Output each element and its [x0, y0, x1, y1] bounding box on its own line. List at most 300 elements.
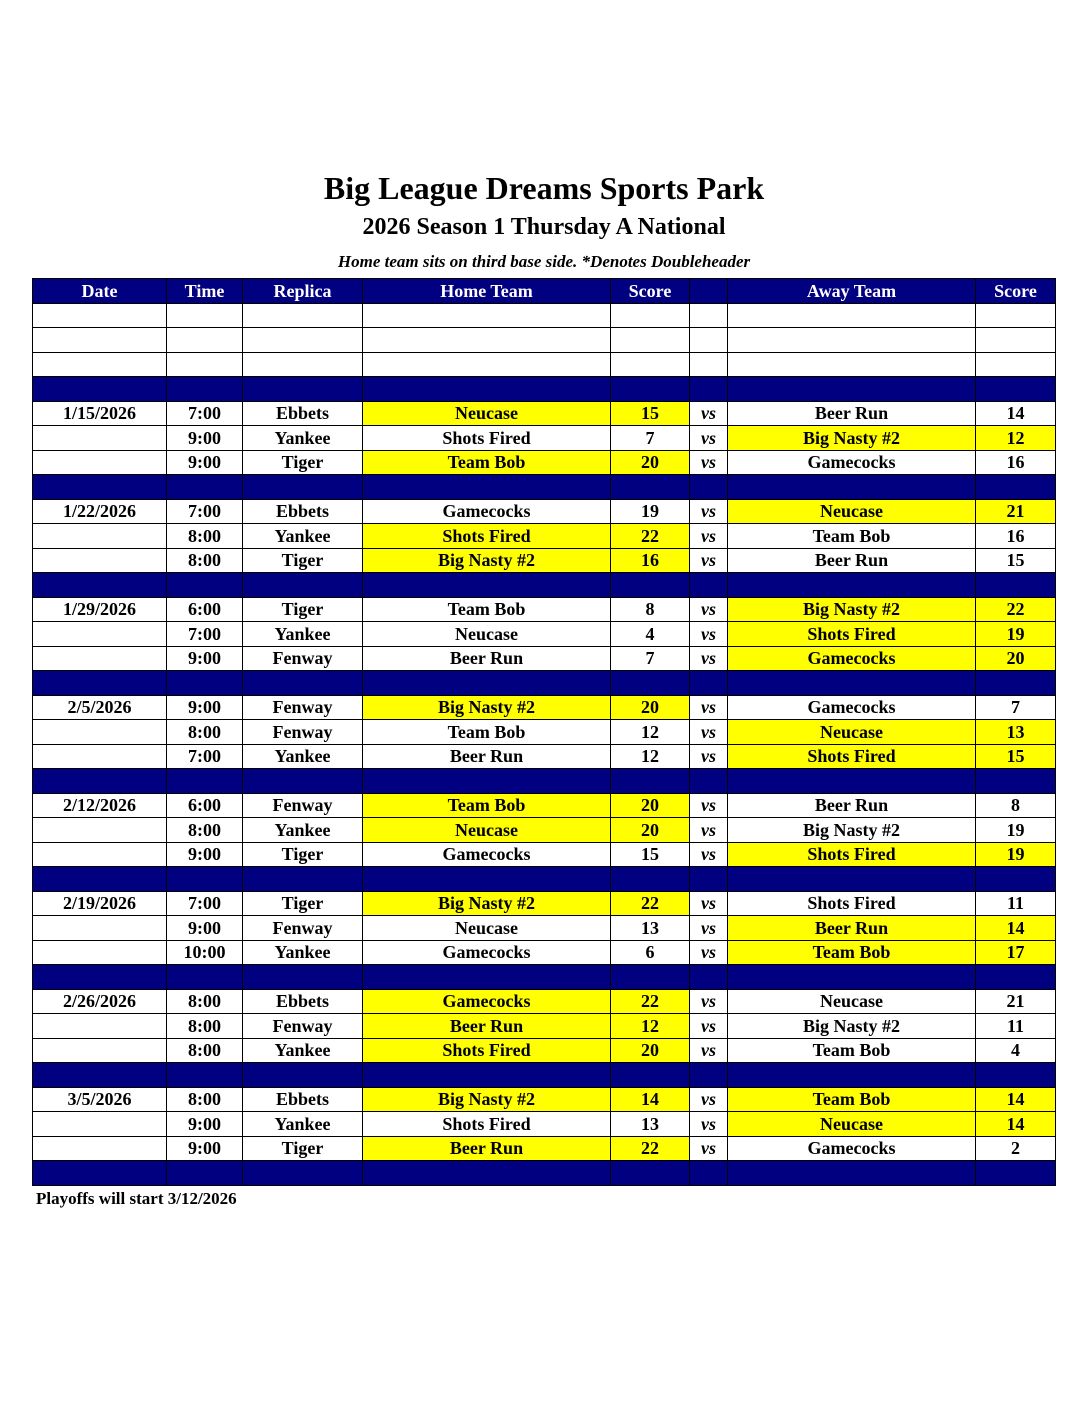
empty-cell: [728, 303, 976, 328]
empty-cell: [728, 328, 976, 353]
home-team: Shots Fired: [363, 426, 611, 451]
game-row: [33, 916, 1056, 941]
game-row: [33, 695, 1056, 720]
empty-cell: [611, 671, 690, 696]
vs-label: vs: [690, 1112, 728, 1137]
empty-cell: [728, 769, 976, 794]
away-score: 16: [976, 524, 1056, 549]
empty-cell: [728, 573, 976, 598]
away-team: Beer Run: [728, 793, 976, 818]
blank-row: [33, 303, 1056, 328]
blank-row: [33, 328, 1056, 353]
game-row: [33, 720, 1056, 745]
empty-cell: [690, 867, 728, 892]
empty-cell: [363, 671, 611, 696]
empty-cell: [243, 352, 363, 377]
empty-cell: [690, 303, 728, 328]
game-time: 9:00: [167, 916, 243, 941]
vs-label: vs: [690, 597, 728, 622]
away-team: Neucase: [728, 989, 976, 1014]
empty-cell: [363, 352, 611, 377]
empty-cell: [363, 573, 611, 598]
home-team: Beer Run: [363, 744, 611, 769]
home-score: 20: [611, 450, 690, 475]
empty-cell: [33, 1112, 167, 1137]
away-score: 14: [976, 1087, 1056, 1112]
vs-label: vs: [690, 793, 728, 818]
away-team: Beer Run: [728, 401, 976, 426]
empty-cell: [976, 377, 1056, 402]
vs-label: vs: [690, 940, 728, 965]
home-score: 14: [611, 1087, 690, 1112]
empty-cell: [243, 867, 363, 892]
vs-label: vs: [690, 1136, 728, 1161]
empty-cell: [167, 965, 243, 990]
away-team: Gamecocks: [728, 450, 976, 475]
away-score: 19: [976, 622, 1056, 647]
home-score: 12: [611, 744, 690, 769]
empty-cell: [33, 303, 167, 328]
game-time: 6:00: [167, 793, 243, 818]
game-time: 6:00: [167, 597, 243, 622]
game-time: 9:00: [167, 426, 243, 451]
empty-cell: [611, 377, 690, 402]
empty-cell: [33, 1014, 167, 1039]
game-row: [33, 842, 1056, 867]
away-score: 19: [976, 818, 1056, 843]
game-date: 1/15/2026: [33, 401, 167, 426]
empty-cell: [728, 475, 976, 500]
game-replica: Fenway: [243, 720, 363, 745]
empty-cell: [611, 867, 690, 892]
game-row: [33, 793, 1056, 818]
away-team: Shots Fired: [728, 744, 976, 769]
away-score: 14: [976, 916, 1056, 941]
empty-cell: [243, 671, 363, 696]
away-score: 14: [976, 1112, 1056, 1137]
home-score: 16: [611, 548, 690, 573]
vs-label: vs: [690, 548, 728, 573]
away-team: Gamecocks: [728, 646, 976, 671]
away-team: Team Bob: [728, 524, 976, 549]
game-replica: Yankee: [243, 818, 363, 843]
game-time: 8:00: [167, 1014, 243, 1039]
empty-cell: [976, 303, 1056, 328]
table-header-row: [33, 279, 1056, 304]
empty-cell: [33, 646, 167, 671]
col-time: Time: [167, 279, 243, 304]
away-score: 21: [976, 989, 1056, 1014]
game-replica: Tiger: [243, 1136, 363, 1161]
col-away-team: Away Team: [728, 279, 976, 304]
home-team: Big Nasty #2: [363, 695, 611, 720]
vs-label: vs: [690, 1014, 728, 1039]
home-score: 22: [611, 524, 690, 549]
col-date: Date: [33, 279, 167, 304]
week-separator: [33, 965, 1056, 990]
empty-cell: [363, 769, 611, 794]
empty-cell: [611, 303, 690, 328]
empty-cell: [33, 965, 167, 990]
empty-cell: [728, 352, 976, 377]
empty-cell: [690, 328, 728, 353]
away-team: Big Nasty #2: [728, 426, 976, 451]
away-team: Big Nasty #2: [728, 597, 976, 622]
week-separator: [33, 573, 1056, 598]
game-replica: Fenway: [243, 793, 363, 818]
away-team: Gamecocks: [728, 695, 976, 720]
game-time: 9:00: [167, 1112, 243, 1137]
week-separator: [33, 867, 1056, 892]
away-team: Neucase: [728, 499, 976, 524]
home-score: 8: [611, 597, 690, 622]
vs-label: vs: [690, 450, 728, 475]
vs-label: vs: [690, 1087, 728, 1112]
game-replica: Ebbets: [243, 1087, 363, 1112]
away-team: Team Bob: [728, 940, 976, 965]
home-score: 13: [611, 1112, 690, 1137]
game-row: [33, 1112, 1056, 1137]
game-time: 7:00: [167, 622, 243, 647]
empty-cell: [611, 769, 690, 794]
empty-cell: [243, 769, 363, 794]
game-time: 9:00: [167, 450, 243, 475]
game-time: 8:00: [167, 818, 243, 843]
vs-label: vs: [690, 695, 728, 720]
empty-cell: [243, 1161, 363, 1186]
week-separator: [33, 1063, 1056, 1088]
vs-label: vs: [690, 1038, 728, 1063]
game-row: [33, 1014, 1056, 1039]
away-score: 20: [976, 646, 1056, 671]
game-time: 10:00: [167, 940, 243, 965]
empty-cell: [728, 867, 976, 892]
empty-cell: [167, 475, 243, 500]
game-replica: Tiger: [243, 597, 363, 622]
away-team: Beer Run: [728, 548, 976, 573]
empty-cell: [243, 573, 363, 598]
vs-label: vs: [690, 646, 728, 671]
game-replica: Yankee: [243, 940, 363, 965]
schedule-table: [32, 278, 1056, 1186]
empty-cell: [363, 867, 611, 892]
game-row: [33, 401, 1056, 426]
empty-cell: [728, 671, 976, 696]
empty-cell: [243, 1063, 363, 1088]
game-row: [33, 989, 1056, 1014]
game-row: [33, 1038, 1056, 1063]
home-score: 19: [611, 499, 690, 524]
game-time: 8:00: [167, 548, 243, 573]
away-score: 4: [976, 1038, 1056, 1063]
empty-cell: [33, 352, 167, 377]
empty-cell: [363, 1161, 611, 1186]
game-row: [33, 450, 1056, 475]
empty-cell: [167, 867, 243, 892]
empty-cell: [611, 1161, 690, 1186]
week-separator: [33, 377, 1056, 402]
empty-cell: [690, 1063, 728, 1088]
empty-cell: [33, 671, 167, 696]
away-score: 19: [976, 842, 1056, 867]
home-team: Team Bob: [363, 450, 611, 475]
empty-cell: [33, 450, 167, 475]
away-team: Gamecocks: [728, 1136, 976, 1161]
empty-cell: [363, 965, 611, 990]
empty-cell: [690, 475, 728, 500]
empty-cell: [33, 1063, 167, 1088]
col-away-score: Score: [976, 279, 1056, 304]
game-time: 8:00: [167, 720, 243, 745]
empty-cell: [728, 965, 976, 990]
game-row: [33, 744, 1056, 769]
game-date: 2/12/2026: [33, 793, 167, 818]
empty-cell: [976, 475, 1056, 500]
home-score: 15: [611, 401, 690, 426]
empty-cell: [690, 671, 728, 696]
empty-cell: [33, 720, 167, 745]
away-score: 14: [976, 401, 1056, 426]
vs-label: vs: [690, 499, 728, 524]
empty-cell: [976, 1161, 1056, 1186]
vs-label: vs: [690, 524, 728, 549]
home-score: 15: [611, 842, 690, 867]
week-separator: [33, 769, 1056, 794]
game-replica: Fenway: [243, 916, 363, 941]
schedule-note: Home team sits on third base side. *Denotes Doubleheader: [337, 252, 751, 271]
away-team: Beer Run: [728, 916, 976, 941]
home-team: Team Bob: [363, 720, 611, 745]
home-score: 22: [611, 891, 690, 916]
empty-cell: [976, 352, 1056, 377]
home-score: 20: [611, 818, 690, 843]
game-replica: Yankee: [243, 622, 363, 647]
away-team: Neucase: [728, 1112, 976, 1137]
empty-cell: [33, 573, 167, 598]
game-replica: Ebbets: [243, 989, 363, 1014]
game-row: [33, 548, 1056, 573]
game-time: 7:00: [167, 499, 243, 524]
page-title: Big League Dreams Sports Park: [323, 170, 765, 206]
game-replica: Yankee: [243, 744, 363, 769]
vs-label: vs: [690, 401, 728, 426]
empty-cell: [976, 573, 1056, 598]
away-score: 13: [976, 720, 1056, 745]
home-score: 20: [611, 1038, 690, 1063]
game-replica: Tiger: [243, 842, 363, 867]
empty-cell: [33, 524, 167, 549]
game-replica: Yankee: [243, 1112, 363, 1137]
home-score: 6: [611, 940, 690, 965]
away-score: 15: [976, 744, 1056, 769]
empty-cell: [33, 1161, 167, 1186]
away-team: Big Nasty #2: [728, 818, 976, 843]
game-time: 9:00: [167, 646, 243, 671]
empty-cell: [611, 475, 690, 500]
away-score: 17: [976, 940, 1056, 965]
home-score: 13: [611, 916, 690, 941]
home-team: Beer Run: [363, 646, 611, 671]
empty-cell: [167, 1063, 243, 1088]
vs-label: vs: [690, 842, 728, 867]
home-score: 4: [611, 622, 690, 647]
game-date: 3/5/2026: [33, 1087, 167, 1112]
empty-cell: [33, 940, 167, 965]
col-home-team: Home Team: [363, 279, 611, 304]
away-team: Neucase: [728, 720, 976, 745]
game-row: [33, 818, 1056, 843]
away-score: 11: [976, 891, 1056, 916]
game-time: 8:00: [167, 524, 243, 549]
empty-cell: [33, 548, 167, 573]
empty-cell: [33, 769, 167, 794]
home-team: Gamecocks: [363, 842, 611, 867]
away-score: 16: [976, 450, 1056, 475]
away-team: Team Bob: [728, 1087, 976, 1112]
empty-cell: [611, 573, 690, 598]
away-score: 11: [976, 1014, 1056, 1039]
empty-cell: [976, 769, 1056, 794]
home-team: Big Nasty #2: [363, 891, 611, 916]
empty-cell: [363, 377, 611, 402]
empty-cell: [690, 377, 728, 402]
away-score: 2: [976, 1136, 1056, 1161]
away-score: 15: [976, 548, 1056, 573]
vs-label: vs: [690, 891, 728, 916]
home-team: Gamecocks: [363, 940, 611, 965]
week-separator: [33, 1161, 1056, 1186]
away-team: Team Bob: [728, 1038, 976, 1063]
home-team: Big Nasty #2: [363, 1087, 611, 1112]
away-team: Shots Fired: [728, 842, 976, 867]
game-replica: Fenway: [243, 646, 363, 671]
away-team: Shots Fired: [728, 622, 976, 647]
empty-cell: [33, 426, 167, 451]
empty-cell: [167, 671, 243, 696]
week-separator: [33, 475, 1056, 500]
game-replica: Yankee: [243, 1038, 363, 1063]
empty-cell: [33, 622, 167, 647]
game-time: 8:00: [167, 989, 243, 1014]
home-team: Neucase: [363, 818, 611, 843]
col-replica: Replica: [243, 279, 363, 304]
game-row: [33, 524, 1056, 549]
vs-label: vs: [690, 916, 728, 941]
away-score: 7: [976, 695, 1056, 720]
game-row: [33, 1087, 1056, 1112]
game-time: 7:00: [167, 744, 243, 769]
empty-cell: [243, 475, 363, 500]
empty-cell: [363, 328, 611, 353]
playoffs-note: Playoffs will start 3/12/2026: [36, 1189, 237, 1208]
vs-label: vs: [690, 744, 728, 769]
empty-cell: [243, 377, 363, 402]
game-time: 7:00: [167, 401, 243, 426]
schedule-body: [33, 303, 1056, 1185]
game-row: [33, 499, 1056, 524]
game-replica: Tiger: [243, 548, 363, 573]
week-separator: [33, 671, 1056, 696]
empty-cell: [728, 1063, 976, 1088]
home-team: Beer Run: [363, 1136, 611, 1161]
vs-label: vs: [690, 818, 728, 843]
home-score: 7: [611, 646, 690, 671]
game-date: 2/5/2026: [33, 695, 167, 720]
game-replica: Ebbets: [243, 401, 363, 426]
empty-cell: [976, 671, 1056, 696]
empty-cell: [33, 744, 167, 769]
game-replica: Yankee: [243, 524, 363, 549]
game-row: [33, 1136, 1056, 1161]
home-team: Shots Fired: [363, 524, 611, 549]
empty-cell: [167, 303, 243, 328]
away-team: Shots Fired: [728, 891, 976, 916]
empty-cell: [363, 1063, 611, 1088]
empty-cell: [33, 818, 167, 843]
empty-cell: [243, 303, 363, 328]
game-date: 2/26/2026: [33, 989, 167, 1014]
empty-cell: [33, 1136, 167, 1161]
vs-label: vs: [690, 622, 728, 647]
home-team: Neucase: [363, 916, 611, 941]
game-row: [33, 597, 1056, 622]
home-score: 7: [611, 426, 690, 451]
game-replica: Ebbets: [243, 499, 363, 524]
empty-cell: [33, 867, 167, 892]
empty-cell: [33, 377, 167, 402]
game-row: [33, 622, 1056, 647]
col-home-score: Score: [611, 279, 690, 304]
empty-cell: [167, 352, 243, 377]
empty-cell: [611, 328, 690, 353]
game-row: [33, 940, 1056, 965]
game-row: [33, 646, 1056, 671]
away-score: 22: [976, 597, 1056, 622]
home-score: 22: [611, 989, 690, 1014]
empty-cell: [690, 965, 728, 990]
home-team: Team Bob: [363, 793, 611, 818]
empty-cell: [363, 475, 611, 500]
empty-cell: [611, 965, 690, 990]
col-vs: [690, 279, 728, 304]
game-date: 1/22/2026: [33, 499, 167, 524]
game-replica: Tiger: [243, 891, 363, 916]
empty-cell: [690, 769, 728, 794]
empty-cell: [611, 1063, 690, 1088]
empty-cell: [976, 1063, 1056, 1088]
empty-cell: [33, 842, 167, 867]
home-team: Big Nasty #2: [363, 548, 611, 573]
home-team: Beer Run: [363, 1014, 611, 1039]
home-team: Team Bob: [363, 597, 611, 622]
empty-cell: [167, 1161, 243, 1186]
game-date: 2/19/2026: [33, 891, 167, 916]
empty-cell: [167, 328, 243, 353]
empty-cell: [167, 573, 243, 598]
empty-cell: [33, 916, 167, 941]
game-time: 7:00: [167, 891, 243, 916]
game-date: 1/29/2026: [33, 597, 167, 622]
empty-cell: [243, 328, 363, 353]
away-score: 21: [976, 499, 1056, 524]
vs-label: vs: [690, 989, 728, 1014]
away-score: 12: [976, 426, 1056, 451]
game-row: [33, 891, 1056, 916]
empty-cell: [690, 1161, 728, 1186]
game-replica: Tiger: [243, 450, 363, 475]
vs-label: vs: [690, 720, 728, 745]
game-replica: Yankee: [243, 426, 363, 451]
